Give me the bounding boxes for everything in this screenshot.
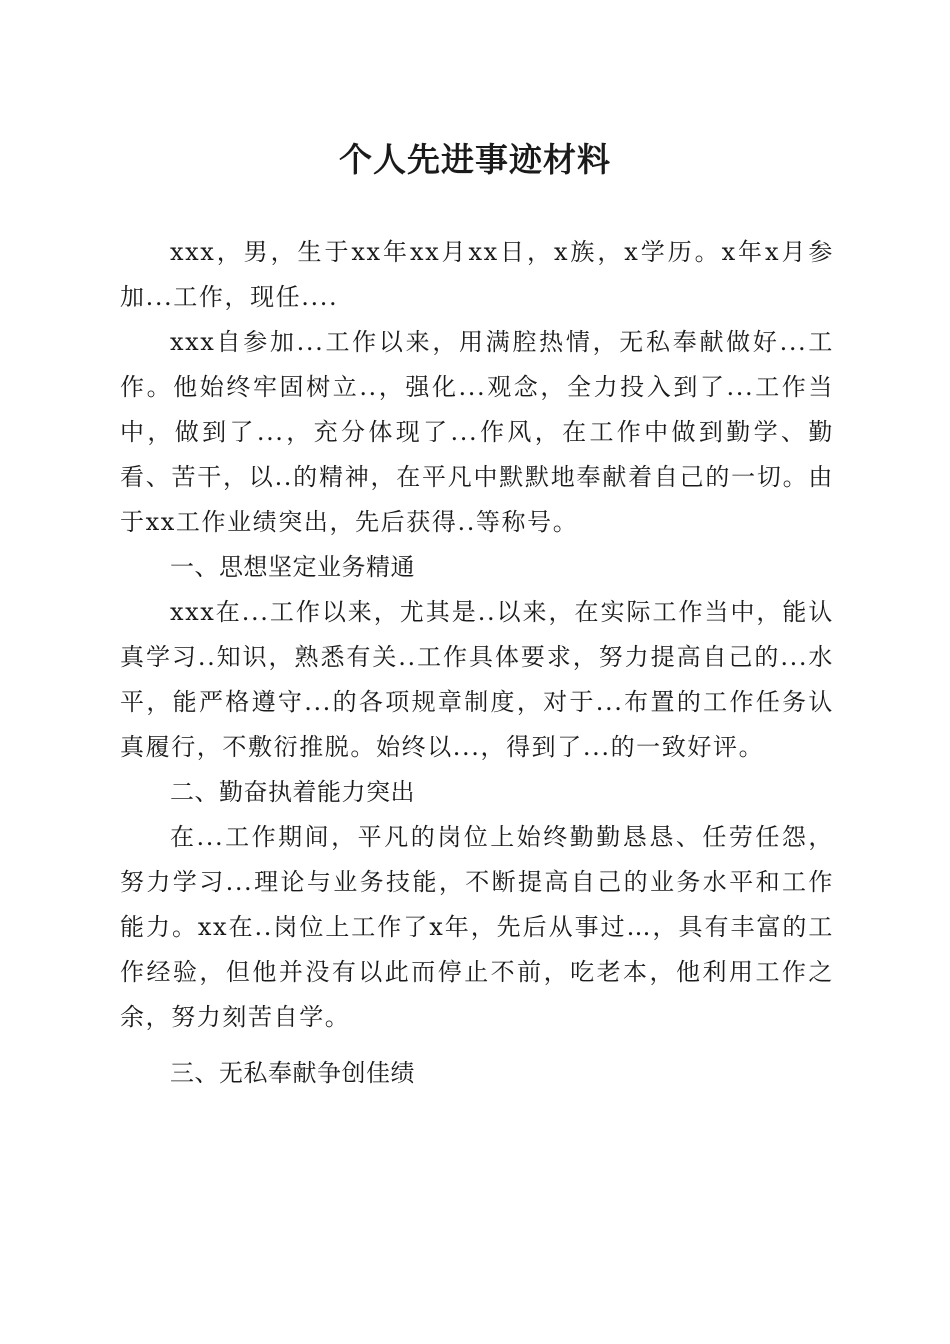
section-1-paragraph: xxx在...工作以来，尤其是..以来，在实际工作当中，能认真学习..知识，熟悉有关..工作具体要求，努力提高自己的...水平，能严格遵守...的各项规章制度，对于...布置的工作任务认真履行，不敷衍推脱。始终以...，得到了...的一致好评。	[120, 598, 834, 761]
section-2-heading: 二、勤奋执着能力突出	[170, 778, 415, 806]
intro-paragraph-1: xxx，男，生于xx年xx月xx日，x族，x学历。x年x月参加...工作，现任....	[120, 238, 834, 311]
section-2-paragraph: 在...工作期间，平凡的岗位上始终勤勤恳恳、任劳任怨，努力学习...理论与业务技能，不断提高自己的业务水平和工作能力。xx在..岗位上工作了x年，先后从事过…，具有丰富的工作经验，但他并没有以此而停止不前，吃老本，他利用工作之余，努力刻苦自学。	[120, 823, 834, 1031]
section-1-heading: 一、思想坚定业务精通	[170, 553, 415, 581]
document-body	[120, 230, 834, 1096]
document-title: 个人先进事迹材料	[339, 140, 611, 179]
intro-paragraph-2: xxx自参加...工作以来，用满腔热情，无私奉献做好...工作。他始终牢固树立..，强化...观念，全力投入到了...工作当中，做到了...，充分体现了...作风，在工作中做到勤学、勤看、苦干，以..的精神，在平凡中默默地奉献着自己的一切。由于xx工作业绩突出，先后获得..等称号。	[120, 328, 834, 536]
section-3-heading: 三、无私奉献争创佳绩	[170, 1059, 415, 1087]
